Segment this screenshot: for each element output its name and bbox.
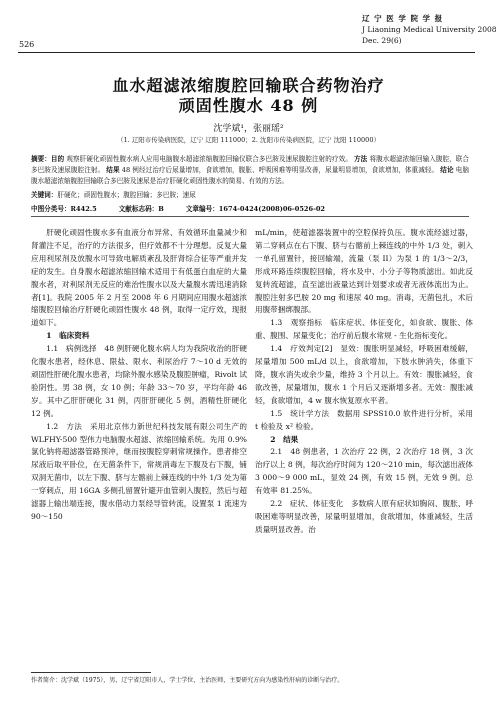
page-number: 526 bbox=[19, 40, 35, 49]
meta-rule bbox=[31, 216, 469, 217]
article-meta bbox=[31, 203, 469, 213]
method-text: 将腹水超滤浓缩回输入腹腔，联合多巴胺及速尿腹腔注射。 bbox=[31, 155, 470, 174]
section-1-3: 1.3 观察指标 临床症状、体征变化，如食欲、腹胀、体重、腹围、尿量变化；治疗前后腹水常规 - 生化指标变化。 bbox=[255, 318, 473, 341]
title-line-2: 顽固性腹水 48 例 bbox=[178, 96, 319, 115]
title-line-1: 血水超滤浓缩腹腔回输联合药物治疗 bbox=[112, 76, 385, 95]
journal-title-cn: 辽 宁 医 学 院 学 报 bbox=[362, 14, 444, 23]
clc-number: 中图分类号：R442.5 bbox=[31, 205, 97, 213]
method-label: 方法 bbox=[354, 155, 368, 163]
result-text: 48 例经过治疗后尿量增加，食欲增加，腹胀、呼吸困难等明显改善，尿量明显增加，食欲增加，体重减轻。 bbox=[121, 166, 439, 174]
right-column bbox=[255, 227, 473, 537]
abstract bbox=[31, 154, 469, 187]
goal-label: 目的 bbox=[50, 155, 65, 163]
journal-header bbox=[362, 13, 497, 46]
section-2-2: 2.2 症状、体征变化 多数病人原有症状如胸闷、腹胀、呼吸困难等明显改善，尿量明显增加，食欲增加，体重减轻，生活质量明显改善。治 bbox=[255, 499, 473, 534]
author-footnote: 作者简介：沈学斌（1975），男，辽宁省辽阳市人，学士学位，主治医师，主要研究方向为感染性肝病的诊断与治疗。 bbox=[31, 677, 344, 684]
method-continued: mL/min，使超滤器装置中的空腔保持负压。腹水流经滤过器，第二穿刺点在右下腹、脐与右髂前上棘连线的中外 1/3 处，刺入一单孔留置针，接回输端，流量（泵 II）为泵 1 的 1/3～2/3，形成环路连续腹腔回输，将水及中、小分子等物质滤出。如此反复转流超滤，直至滤出液量达到计划要求或者无液体流出为止。腹腔注射多巴胺 20 mg 和速尿 40 mg。消毒，无菌包扎，术后用腹带捆绑腹部。 bbox=[255, 228, 473, 315]
footnote-rule bbox=[31, 672, 151, 673]
keywords-text: 肝硬化；顽固性腹水；腹腔回输；多巴胺；速尿 bbox=[57, 191, 196, 199]
section-heading-1: 1 临床资料 bbox=[46, 331, 90, 341]
intro-paragraph: 肝硬化顽固性腹水多有血液分布异常、有效循环血量减少和肾灌注不足，治疗的方法很多，但疗效都不十分理想。反复大量应用利尿剂及放腹水可导致电解质紊乱及肝肾综合征等严重并发症的发生。自身腹水超滤浓缩回输术适用于有低蛋白血症的大量腹水者，对利尿剂无反应的难治性腹水以及大量腹水需迅速消除者[1]。我院 2005 年 2 月至 2008 年 6 月期间应用腹水超滤浓缩腹腔回输治疗肝硬化顽固性腹水 48 例，取得一定疗效，现报道如下。 bbox=[31, 228, 247, 328]
conclusion-text: 电脑腹水超滤浓缩腹腔回输联合多巴胺及速尿是治疗肝硬化顽固性腹水的简易、有效的方法。 bbox=[31, 166, 470, 185]
section-1-5: 1.5 统计学方法 数据用 SPSS10.0 软件进行分析，采用 t 检验及 x² 检验。 bbox=[255, 408, 473, 431]
journal-issue: 2008 Dec. 29(6) bbox=[362, 25, 497, 45]
article-title bbox=[0, 76, 497, 116]
section-heading-2: 2 结果 bbox=[270, 434, 299, 444]
journal-title-en bbox=[362, 24, 497, 46]
conclusion-label: 结论 bbox=[440, 166, 454, 174]
authors: 沈学斌¹，张丽瑶² bbox=[213, 124, 284, 134]
affiliation: （1. 辽阳市传染病医院，辽宁 辽阳 111000；2. 沈阳市传染病医院，辽宁 沈阳 110000） bbox=[117, 136, 380, 144]
section-1-4: 1.4 疗效判定[2] 显效：腹胀明显减轻，呼吸困难缓解，尿量增加 500 mL/d 以上，食欲增加，下肢水肿消失，体重下降，腹水消失或余少量，维持 3 个月以上。有效：腹胀减轻，食欲改善，尿量增加，腹水 1 个月后又逐渐增多者。无效：腹胀减轻，食欲增加，4 w 腹水恢复原水平者。 bbox=[255, 344, 473, 405]
keywords-label: 关键词： bbox=[31, 191, 58, 199]
document-code: 文献标志码：B bbox=[118, 205, 164, 213]
section-2-1: 2.1 48 例患者，1 次治疗 22 例，2 次治疗 18 例，3 次治疗以上 8 例，每次治疗时间为 120～210 min，每次滤出液体 3 000～9 000 mL，显效 24 例，有效 15 例，无效 9 例。总有效率 81.25%。 bbox=[255, 447, 473, 496]
section-1-1: 1.1 病例选择 48 例肝硬化腹水病人均为我院收治的肝硬化腹水患者，经休息、限盐、限水、利尿治疗 7～10 d 无效的顽固性肝硬化腹水患者，均除外腹水感染及腹腔肿瘤，Rivolt 试验阴性。男 38 例，女 10 例；年龄 33～70 岁，平均年龄 46 岁。其中乙肝肝硬化 31 例，丙肝肝硬化 5 例，酒精性肝硬化 12 例。 bbox=[31, 344, 247, 418]
goal-text: 观察肝硬化顽固性腹水病人应用电脑腹水超滤浓缩腹腔回输仪联合多巴胺及速尿腹腔注射的疗效。 bbox=[66, 155, 352, 163]
section-1-2: 1.2 方法 采用北京伟力新世纪科技发展有限公司生产的 WLFHY-500 型伟力电脑腹水超滤、浓缩回输系统。先用 0.9% 氯化钠将超滤器管路预冲，继而按腹腔穿刺常规操作。患者排空尿液后取平卧位，在无菌条件下，常规消毒左下腹及右下腹，铺双洞无菌巾，以左下腹、脐与左髂前上棘连线的中外 1/3 处为第一穿刺点，用 16GA 多侧孔留置针避开血管刺入腹腔，然后与超滤器上输出端连接，腹水借动力泵经导管转流，设置泵 1 流速为 90～150 bbox=[31, 421, 247, 521]
article-number: 文章编号：1674-0424(2008)06-0526-02 bbox=[185, 205, 326, 213]
journal-name-en: J Liaoning Medical University bbox=[362, 25, 476, 34]
left-column bbox=[31, 227, 247, 524]
abstract-label: 摘要： bbox=[31, 155, 51, 163]
result-label: 结果 bbox=[106, 166, 120, 174]
header-rule bbox=[18, 52, 475, 53]
keywords bbox=[31, 190, 469, 201]
